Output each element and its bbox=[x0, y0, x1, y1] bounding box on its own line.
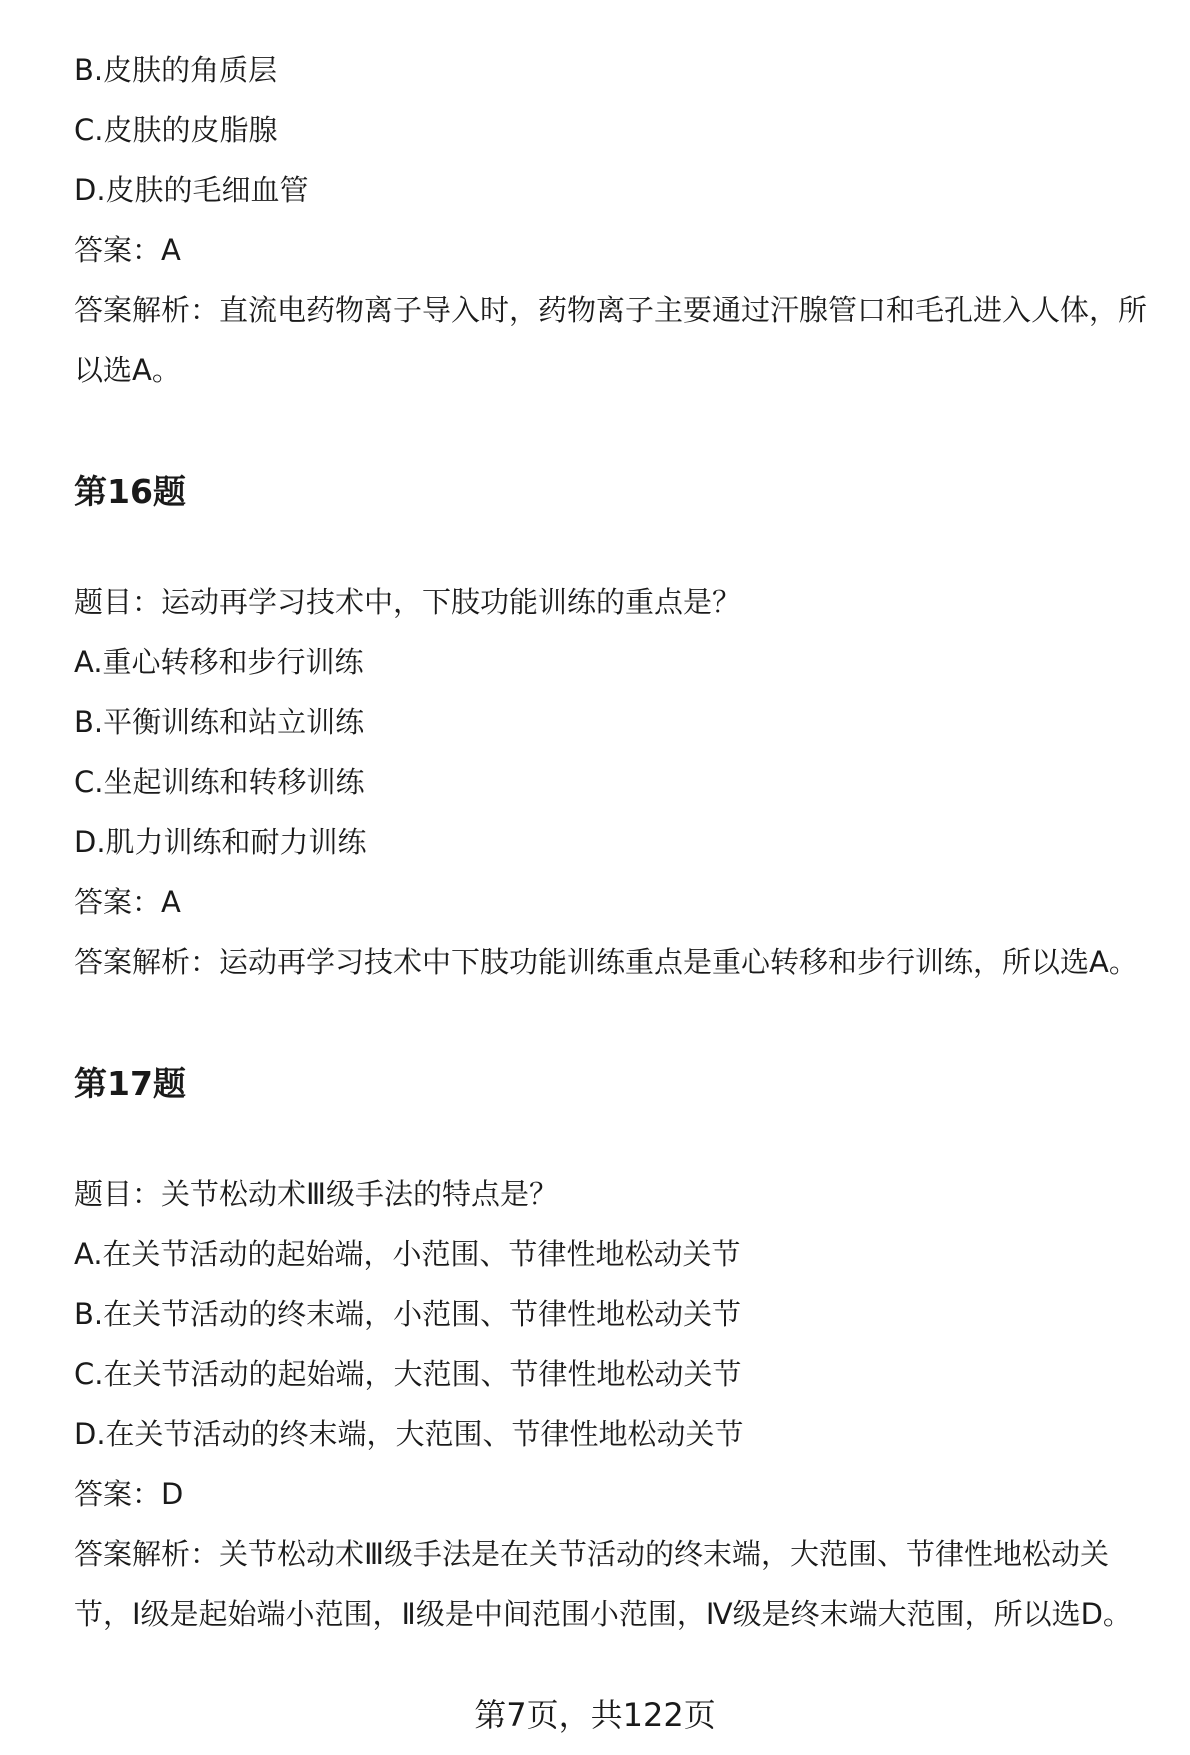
question-text: 题目：运动再学习技术中，下肢功能训练的重点是？ bbox=[74, 585, 742, 619]
option-a: A.在关节活动的起始端，小范围、节律性地松动关节 bbox=[74, 1237, 741, 1271]
spacer bbox=[74, 522, 1164, 572]
option-c: C.皮肤的皮脂腺 bbox=[74, 113, 278, 147]
spacer bbox=[74, 1114, 1164, 1164]
question-16-block bbox=[74, 462, 1164, 992]
spacer bbox=[74, 992, 1164, 1054]
option-b: B.皮肤的角质层 bbox=[74, 53, 278, 87]
question-text: 题目：关节松动术Ⅲ级手法的特点是？ bbox=[74, 1177, 558, 1211]
prev-question-block bbox=[74, 0, 1164, 400]
answer-explanation: 答案解析：运动再学习技术中下肢功能训练重点是重心转移和步行训练，所以选A。 bbox=[74, 945, 1138, 979]
answer: 答案：A bbox=[74, 233, 181, 267]
answer-explanation: 答案解析：关节松动术Ⅲ级手法是在关节活动的终末端，大范围、节律性地松动关节，Ⅰ级是起始端小范围，Ⅱ级是中间范围小范围，Ⅳ级是终末端大范围，所以选D。 bbox=[74, 1537, 1132, 1631]
question-heading: 第16题 bbox=[74, 472, 186, 511]
spacer bbox=[74, 400, 1164, 462]
question-heading: 第17题 bbox=[74, 1064, 186, 1103]
question-17-block bbox=[74, 1054, 1164, 1644]
option-d: D.在关节活动的终末端，大范围、节律性地松动关节 bbox=[74, 1417, 744, 1451]
option-a: A.重心转移和步行训练 bbox=[74, 645, 364, 679]
page-number: 第7页，共122页 bbox=[474, 1696, 716, 1734]
answer-explanation: 答案解析：直流电药物离子导入时，药物离子主要通过汗腺管口和毛孔进入人体，所以选A。 bbox=[74, 293, 1148, 387]
option-d: D.肌力训练和耐力训练 bbox=[74, 825, 367, 859]
option-b: B.平衡训练和站立训练 bbox=[74, 705, 365, 739]
answer: 答案：D bbox=[74, 1477, 184, 1511]
option-b: B.在关节活动的终末端，小范围、节律性地松动关节 bbox=[74, 1297, 742, 1331]
option-d: D.皮肤的毛细血管 bbox=[74, 173, 309, 207]
document-page bbox=[74, 0, 1164, 1644]
option-c: C.坐起训练和转移训练 bbox=[74, 765, 365, 799]
option-c: C.在关节活动的起始端，大范围、节律性地松动关节 bbox=[74, 1357, 742, 1391]
answer: 答案：A bbox=[74, 885, 181, 919]
